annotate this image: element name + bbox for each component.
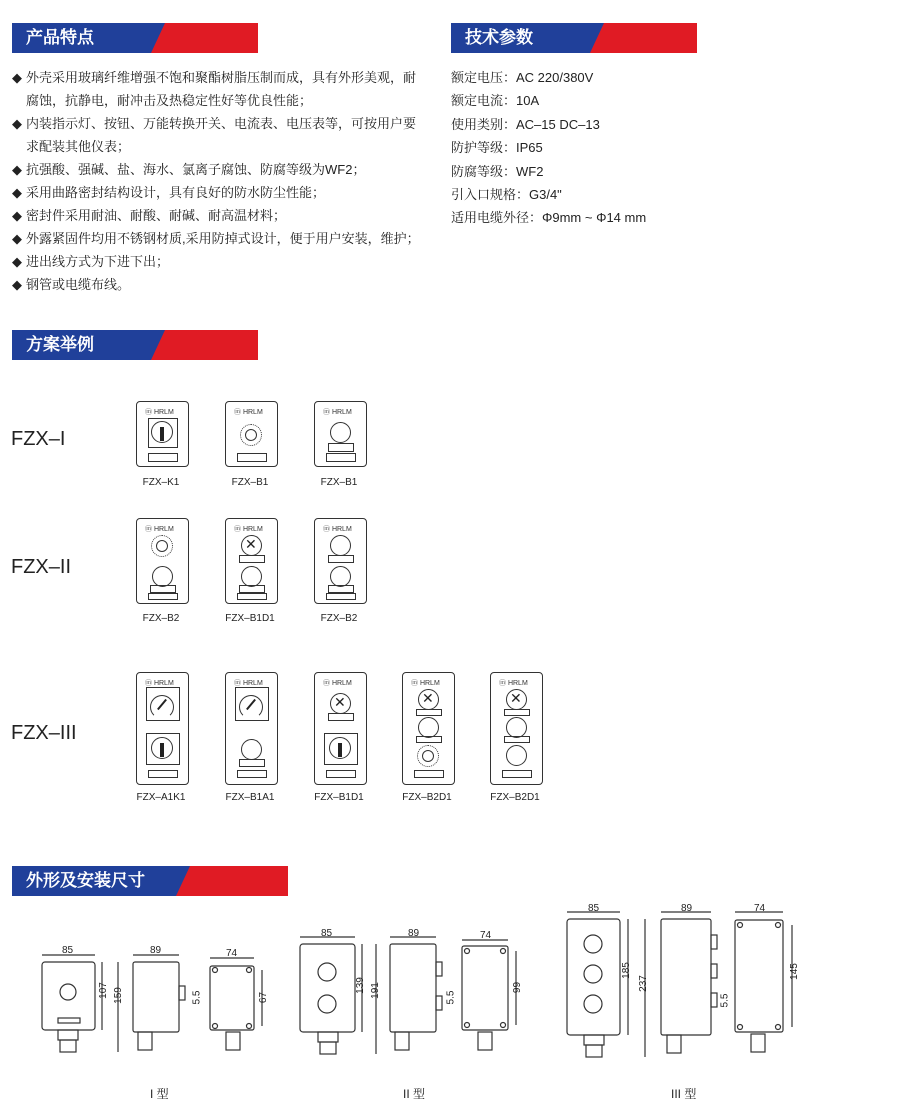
dims-header bbox=[12, 866, 288, 896]
dim-t1-h2: 159 bbox=[112, 987, 124, 1004]
dim-t1-back-w: 74 bbox=[226, 948, 238, 959]
param-anticorrosion: 防腐等级：WF2 bbox=[451, 163, 544, 179]
dim-t1-front-w: 85 bbox=[62, 945, 74, 956]
feature-item: ◆ 抗强酸、强碱、盐、海水、氯离子腐蚀、防腐等级为WF2； bbox=[12, 162, 366, 177]
label-fzx-b1-a: FZX–B1 bbox=[231, 477, 269, 488]
label-fzx-b1-b: FZX–B1 bbox=[320, 477, 358, 488]
device-fzx-b1a1: ⓜ HRLM bbox=[225, 672, 278, 785]
device-fzx-b2d1-a: ⓜ HRLM ✕ bbox=[402, 672, 455, 785]
dim-t3-s: 5.5 bbox=[719, 993, 731, 1008]
device-fzx-b1d1-iii: ⓜ HRLM ✕ bbox=[314, 672, 367, 785]
type-iii-label: III 型 bbox=[671, 1087, 697, 1101]
row-name-fzx-iii: FZX–III bbox=[11, 722, 77, 744]
feature-item: ◆ 密封件采用耐油、耐酸、耐碱、耐高温材料； bbox=[12, 208, 287, 223]
dim-t2-s: 5.5 bbox=[445, 990, 457, 1005]
row-name-fzx-i: FZX–I bbox=[11, 428, 66, 450]
feature-item: ◆ 钢管或电缆布线。 bbox=[12, 277, 131, 292]
param-ip: 防护等级：IP65 bbox=[451, 140, 543, 156]
features-header bbox=[12, 23, 258, 53]
dim-t2-side-w: 89 bbox=[408, 928, 420, 939]
scheme-header bbox=[12, 330, 258, 360]
label-fzx-b2-a: FZX–B2 bbox=[142, 613, 180, 624]
feature-item: ◆ 采用曲路密封结构设计，具有良好的防水防尘性能； bbox=[12, 185, 326, 200]
feature-item: 腐蚀，抗静电，耐冲击及热稳定性好等优良性能； bbox=[26, 93, 313, 108]
dim-t2-h3: 99 bbox=[512, 981, 524, 994]
label-fzx-a1k1: FZX–A1K1 bbox=[136, 792, 186, 803]
label-fzx-b2d1-a: FZX–B2D1 bbox=[402, 792, 452, 803]
dim-t3-h1: 185 bbox=[620, 962, 632, 979]
dim-t3-back-w: 74 bbox=[754, 903, 766, 914]
dim-t2-front-w: 85 bbox=[321, 928, 333, 939]
label-fzx-b1d1: FZX–B1D1 bbox=[225, 613, 275, 624]
dim-t1-s: 5.5 bbox=[191, 990, 203, 1005]
row-name-fzx-ii: FZX–II bbox=[11, 556, 72, 578]
device-fzx-b2-b: ⓜ HRLM bbox=[314, 518, 367, 604]
param-inlet: 引入口规格：G3/4" bbox=[451, 187, 562, 203]
device-fzx-a1k1: ⓜ HRLM bbox=[136, 672, 189, 785]
device-fzx-b1d1: ⓜ HRLM ✕ bbox=[225, 518, 278, 604]
device-fzx-b1-a: ⓜ HRLM bbox=[225, 401, 278, 467]
feature-item: ◆ 外露紧固件均用不锈钢材质,采用防掉式设计，便于用户安装，维护； bbox=[12, 231, 420, 246]
param-current: 额定电流：10A bbox=[451, 93, 540, 109]
dim-t2-back-w: 74 bbox=[480, 930, 492, 941]
dim-t1-side-w: 89 bbox=[150, 945, 162, 956]
label-fzx-b2-b: FZX–B2 bbox=[320, 613, 358, 624]
scheme-title: 方案举例 bbox=[12, 330, 151, 360]
type-ii-label: II 型 bbox=[403, 1087, 426, 1101]
device-fzx-b1-b: ⓜ HRLM bbox=[314, 401, 367, 467]
feature-item: 求配装其他仪表； bbox=[26, 139, 131, 154]
label-fzx-k1: FZX–K1 bbox=[142, 477, 180, 488]
feature-item: ◆ 进出线方式为下进下出； bbox=[12, 254, 170, 269]
dim-t2-h1: 139 bbox=[354, 977, 366, 994]
dim-t3-side-w: 89 bbox=[681, 903, 693, 914]
features-list bbox=[12, 66, 432, 296]
tech-header bbox=[451, 23, 697, 53]
dim-t1-h1: 107 bbox=[97, 982, 109, 999]
dim-t3-h3: 145 bbox=[788, 963, 800, 980]
device-fzx-k1: ⓜ HRLM bbox=[136, 401, 189, 467]
dim-t1-h3: 67 bbox=[258, 991, 270, 1004]
param-cable: 适用电缆外径：Φ9mm ~ Φ14 mm bbox=[451, 210, 647, 226]
device-fzx-b2-a: ⓜ HRLM bbox=[136, 518, 189, 604]
label-fzx-b2d1-b: FZX–B2D1 bbox=[490, 792, 540, 803]
dim-t2-h2: 191 bbox=[369, 982, 381, 999]
label-fzx-b1d1-iii: FZX–B1D1 bbox=[314, 792, 364, 803]
tech-params bbox=[451, 66, 646, 230]
feature-item: ◆ 内装指示灯、按钮、万能转换开关、电流表、电压表等，可按用户要 bbox=[12, 116, 417, 131]
label-fzx-b1a1: FZX–B1A1 bbox=[225, 792, 275, 803]
dim-t3-h2: 237 bbox=[637, 975, 649, 992]
features-title: 产品特点 bbox=[12, 23, 151, 53]
type-i-label: I 型 bbox=[150, 1087, 169, 1101]
param-category: 使用类别：AC–15 DC–13 bbox=[451, 116, 600, 132]
param-voltage: 额定电压：AC 220/380V bbox=[451, 70, 594, 85]
device-fzx-b2d1-b: ⓜ HRLM ✕ bbox=[490, 672, 543, 785]
feature-item: ◆ 外壳采用玻璃纤维增强不饱和聚酯树脂压制而成，具有外形美观，耐 bbox=[12, 70, 417, 85]
tech-title: 技术参数 bbox=[451, 23, 590, 53]
dims-title: 外形及安装尺寸 bbox=[12, 866, 176, 896]
dim-t3-front-w: 85 bbox=[588, 903, 600, 914]
